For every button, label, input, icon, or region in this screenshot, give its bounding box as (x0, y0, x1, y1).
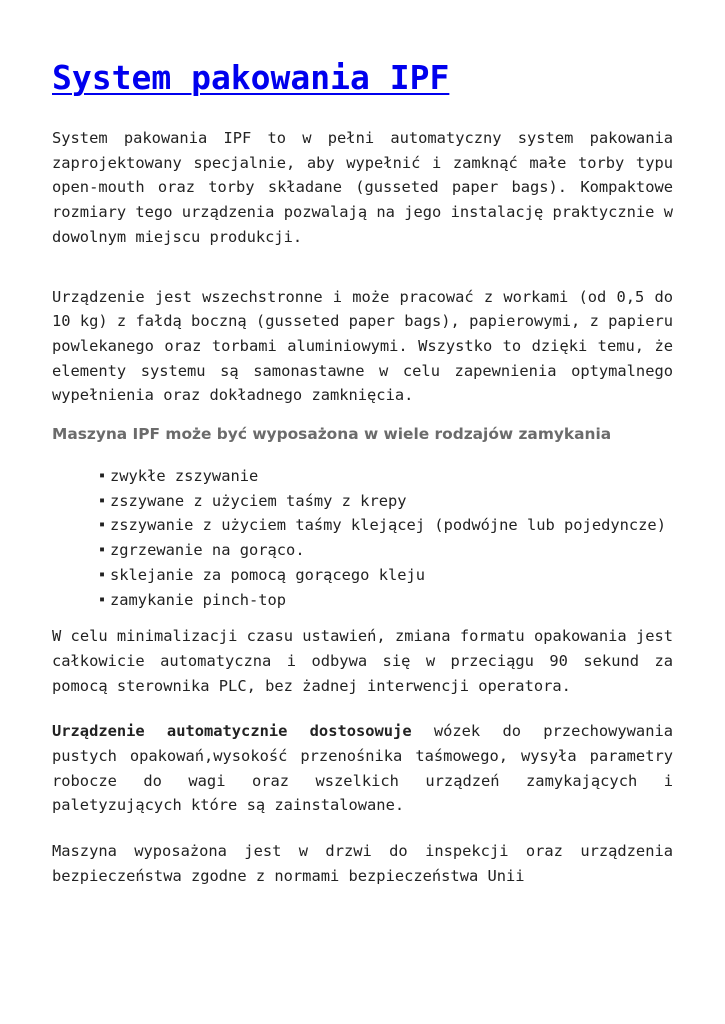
title-link[interactable]: System pakowania IPF (52, 58, 450, 97)
bullet-icon: ▪ (99, 470, 106, 482)
closing-types-heading: Maszyna IPF może być wyposażona w wiele rodzajów zamykania (52, 425, 612, 444)
list-item (99, 464, 673, 489)
list-item (99, 563, 673, 588)
list-item (99, 513, 673, 538)
versatility-paragraph: Urządzenie jest wszechstronne i może pracować z workami (od 0,5 do 10 kg) z fałdą boczną (gusseted paper bags), papierowymi, z papieru powlekanego oraz torbami aluminiowymi. Wszystko to dzięki temu, że elementy systemu są samonastawne w celu zapewnienia optymalnego wypełnienia oraz dokładnego zamknięcia. (52, 287, 673, 405)
closing-types-list (52, 464, 673, 612)
auto-adjust-bold-lead: Urządzenie automatycznie dostosowuje (52, 722, 412, 741)
list-item (99, 538, 673, 563)
list-item-text: zszywane z użyciem taśmy z krepy (110, 491, 407, 510)
list-item (99, 489, 673, 514)
safety-paragraph: Maszyna wyposażona jest w drzwi do inspekcji oraz urządzenia bezpieczeństwa zgodne z normami bezpieczeństwa Unii (52, 842, 673, 885)
bullet-icon: ▪ (99, 544, 106, 556)
intro-paragraph: System pakowania IPF to w pełni automatyczny system pakowania zaprojektowany specjalnie, aby wypełnić i zamknąć małe torby typu open-mouth oraz torby składane (gusseted paper bags). Kompaktowe rozmiary tego urządzenia pozwalają na jego instalację praktycznie w dowolnym miejscu produkcji. (52, 129, 673, 246)
bullet-icon: ▪ (99, 494, 106, 506)
auto-adjust-rest: wózek do przechowywania pustych opakowań,wysokość przenośnika taśmowego, wysyła parametry robocze do wagi oraz wszelkich urządzeń zamykających i paletyzujących które są zainstalowane. (52, 722, 673, 815)
list-item-text: zwykłe zszywanie (110, 467, 259, 486)
page-title (52, 54, 673, 102)
list-item-text: zamykanie pinch-top (110, 590, 287, 609)
list-item (99, 588, 673, 613)
bullet-icon: ▪ (99, 593, 106, 605)
bullet-icon: ▪ (99, 519, 106, 531)
list-item-text: zgrzewanie na gorąco. (110, 541, 305, 560)
list-item-text: sklejanie za pomocą gorącego kleju (110, 565, 426, 584)
list-item-text: zszywanie z użyciem taśmy klejącej (podwójne lub pojedyncze) (110, 516, 666, 535)
auto-adjust-paragraph (52, 719, 673, 818)
bullet-icon: ▪ (99, 568, 106, 580)
format-change-paragraph: W celu minimalizacji czasu ustawień, zmiana formatu opakowania jest całkowicie automatyczna i odbywa się w przeciągu 90 sekund za pomocą sterownika PLC, bez żadnej interwencji operatora. (52, 627, 673, 695)
